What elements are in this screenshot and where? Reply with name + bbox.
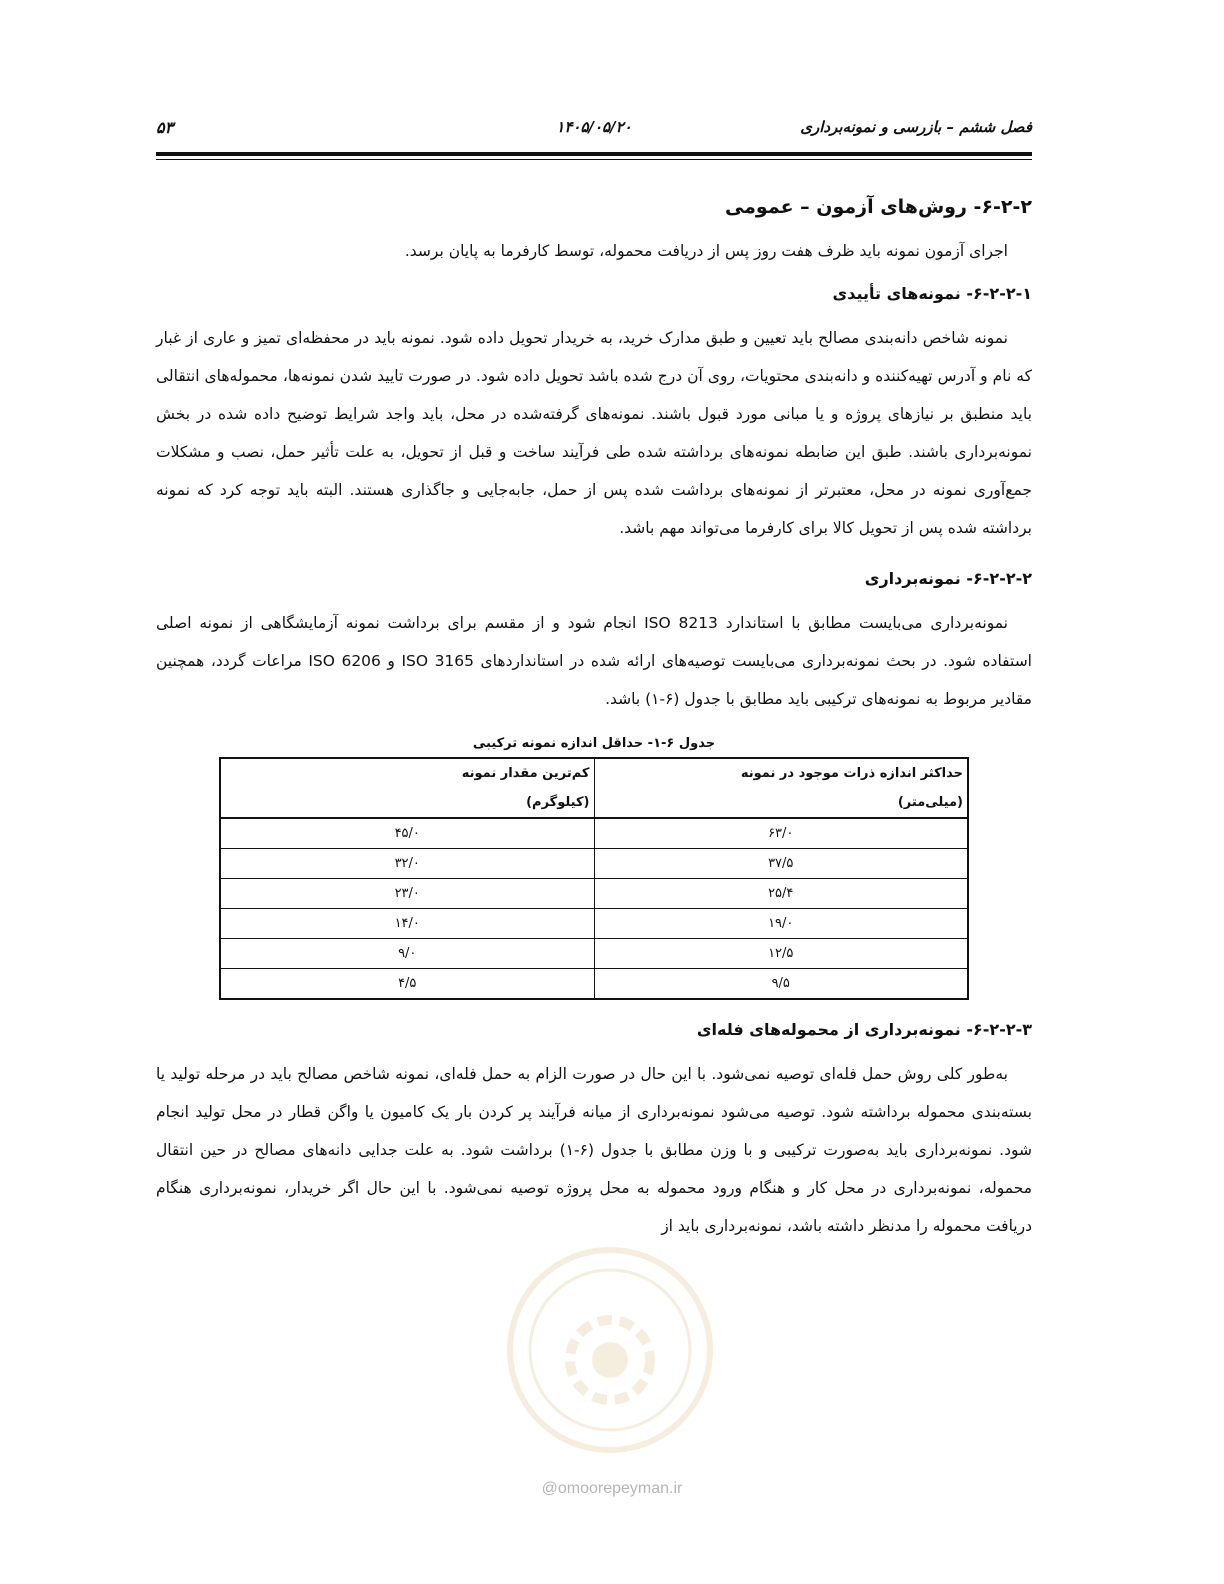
watermark-text: @omoorepeyman.ir: [541, 1480, 683, 1497]
cell-size: ۹/۵: [594, 969, 968, 1000]
table-row: [220, 879, 968, 909]
subsection-3-title: ۶-۲-۲-۳- نمونه‌برداری از محموله‌های فله‌ای: [696, 1020, 1032, 1039]
cell-size: ۱۲/۵: [594, 939, 968, 969]
page-content: [156, 196, 1032, 1267]
cell-mass: ۴/۵: [220, 969, 594, 1000]
cell-mass: ۲۳/۰: [220, 879, 594, 909]
page-header: [156, 118, 1032, 146]
subsection-1-title: ۶-۲-۲-۱- نمونه‌های تأییدی: [832, 284, 1032, 303]
chapter-title: فصل ششم – بازرسی و نمونه‌برداری: [800, 118, 1032, 136]
watermark-seal-icon: [500, 1240, 720, 1460]
cell-size: ۳۷/۵: [594, 849, 968, 879]
subsection-1-paragraph: نمونه شاخص دانه‌بندی مصالح باید تعیین و طبق مدارک خرید، به خریدار تحویل داده شود. نمونه باید در محفظه‌ای تمیز و عاری از غبار که نام و آدرس تهیه‌کننده و دانه‌بندی محتویات، روی آن درج شده باشد تحویل داده شود. در صورت تایید شدن نمونه‌ها، محموله‌های انتقالی باید منطبق بر نیازهای پروژه و یا مبانی مورد قبول باشند. نمونه‌های گرفته‌شده در محل، باید واجد شرایط توضیح داده شده در بخش نمونه‌برداری باشند. طبق این ضابطه نمونه‌های برداشته شده طی فرآیند ساخت و قبل از تحویل، به علت تأثیر حمل، نصب و مشکلات جمع‌آوری نمونه در محل، معتبرتر از نمونه‌های برداشت شده پس از حمل، جابه‌جایی و جاگذاری هستند. البته باید توجه کرد که نمونه برداشته شده پس از تحویل کالا برای کارفرما می‌تواند مهم باشد.: [156, 329, 1032, 537]
header-mass-label: کم‌ترین مقدار نمونه: [461, 766, 590, 781]
cell-size: ۶۳/۰: [594, 818, 968, 849]
cell-mass: ۱۴/۰: [220, 909, 594, 939]
header-rule-thin: [156, 159, 1032, 160]
header-rule-thick: [156, 152, 1032, 156]
header-size-unit: (میلی‌متر): [897, 795, 963, 810]
table-row: [220, 818, 968, 849]
table-header-min-mass: [220, 758, 594, 818]
subsection-2-paragraph: نمونه‌برداری می‌بایست مطابق با استاندارد ISO 8213 انجام شود و از مقسم برای برداشت نمونه آزمایشگاهی از نمونه اصلی استفاده شود. در بحث نمونه‌برداری می‌بایست توصیه‌های ارائه شده در استانداردهای ISO 3165 و ISO 6206 مراعات گردد، همچنین مقادیر مربوط به نمونه‌های ترکیبی باید مطابق با جدول (۶-۱) باشد.: [156, 614, 1032, 708]
table-row: [220, 909, 968, 939]
header-size-label: حداکثر اندازه ذرات موجود در نمونه: [740, 766, 963, 781]
page-number: ۵۳: [156, 118, 174, 137]
sample-size-table: [219, 757, 969, 1000]
header-mass-unit: (کیلوگرم): [526, 795, 590, 810]
subsection-2-title: ۶-۲-۲-۲- نمونه‌برداری: [864, 569, 1032, 588]
table-row: [220, 969, 968, 1000]
table-header-row: [220, 758, 968, 818]
table-row: [220, 939, 968, 969]
cell-mass: ۹/۰: [220, 939, 594, 969]
cell-mass: ۴۵/۰: [220, 818, 594, 849]
cell-size: ۱۹/۰: [594, 909, 968, 939]
cell-size: ۲۵/۴: [594, 879, 968, 909]
header-date: ۱۴۰۵/۰۵/۲۰: [556, 118, 632, 136]
cell-mass: ۳۲/۰: [220, 849, 594, 879]
table-row: [220, 849, 968, 879]
table-caption: جدول ۶-۱- حداقل اندازه نمونه ترکیبی: [472, 736, 716, 751]
section-intro: اجرای آزمون نمونه باید ظرف هفت روز پس از دریافت محموله، توسط کارفرما به پایان برسد.: [404, 242, 1008, 260]
section-title: ۶-۲-۲- روش‌های آزمون – عمومی: [724, 196, 1032, 218]
table-header-particle-size: [594, 758, 968, 818]
subsection-3-paragraph: به‌طور کلی روش حمل فله‌ای توصیه نمی‌شود. با این حال در صورت الزام به حمل فله‌ای، نمونه شاخص مصالح باید در مرحله تولید یا بسته‌بندی محموله برداشته شود. توصیه می‌شود نمونه‌برداری از میانه فرآیند پر کردن بار یک کامیون یا واگن قطار در محل تولید انجام شود. نمونه‌برداری باید به‌صورت ترکیبی و با وزن مطابق با جدول (۶-۱) برداشت شود. به علت جدایی دانه‌های مصالح در حین انتقال محموله، نمونه‌برداری در محل کار و هنگام ورود محموله به محل پروژه توصیه نمی‌شود. با این حال اگر خریدار، نمونه‌برداری هنگام دریافت محموله را مدنظر داشته باشد، نمونه‌برداری باید از: [156, 1065, 1032, 1235]
